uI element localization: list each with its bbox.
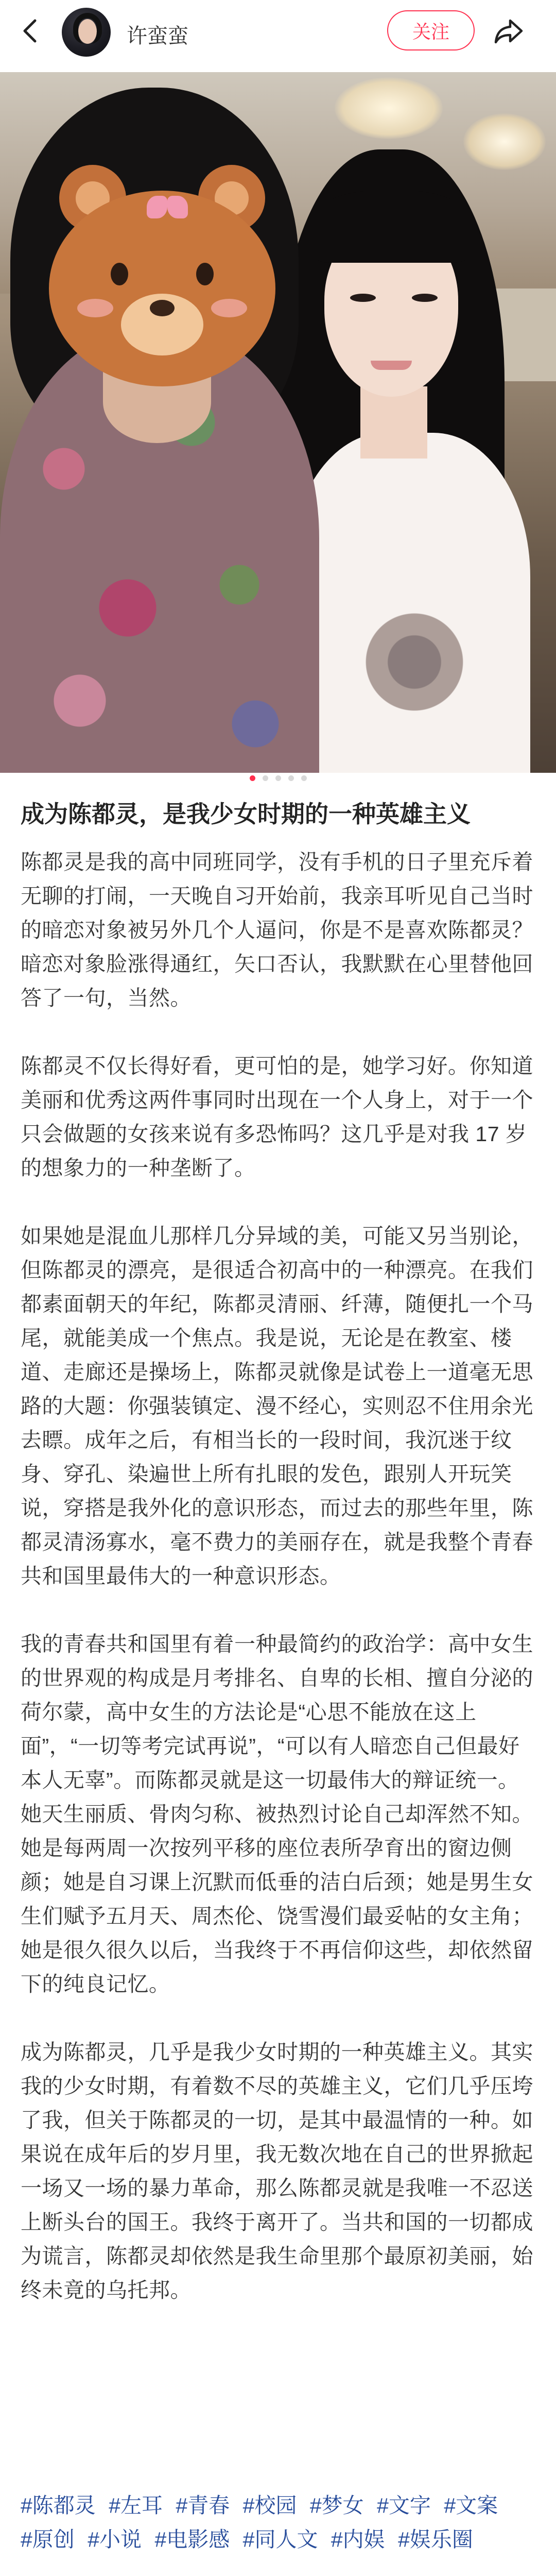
carousel-dot [275,775,281,781]
tag-link[interactable]: #小说 [88,2528,142,2551]
post-paragraph: 如果她是混血儿那样几分异域的美，可能又另当别论，但陈都灵的漂亮，是很适合初高中的一种漂亮。在我们都素面朝天的年纪，陈都灵清丽、纤薄，随便扎一个马尾，就能美成一个焦点。我是说，无论是在教室、楼道、走廊还是操场上，陈都灵就像是试卷上一道毫无思路的大题：你强装镇定、漫不经心，实则忍不住用余光去瞟。成年之后，有相当长的一段时间，我沉迷于纹身、穿孔、染遍世上所有扎眼的发色，跟别人开玩笑说，穿搭是我外化的意识形态，而过去的那些年里，陈都灵清汤寡水，毫不费力的美丽存在，就是我整个青春共和国里最伟大的一种意识形态。 [21,1224,533,1588]
back-arrow-icon[interactable] [15,15,46,46]
follow-button[interactable]: 关注 [387,10,475,50]
tag-link[interactable]: #文字 [377,2494,431,2517]
tag-link[interactable]: #左耳 [109,2494,163,2517]
bear-sticker-icon [49,165,275,386]
top-bar [0,0,556,64]
author-avatar[interactable] [62,8,111,57]
tag-link[interactable]: #内娱 [331,2528,385,2551]
tag-link[interactable]: #梦女 [309,2494,364,2517]
tag-link[interactable]: #电影感 [154,2528,230,2551]
tag-list [21,2488,535,2556]
carousel-dot [288,775,294,781]
post-paragraph: 陈都灵是我的高中同班同学，没有手机的日子里充斥着无聊的打闹，一天晚自习开始前，我亲耳听见自己当时的暗恋对象被另外几个人逼问，你是不是喜欢陈都灵？暗恋对象脸涨得通红，矢口否认，我默默在心里替他回答了一句，当然。 [21,850,533,1010]
share-icon[interactable] [492,14,526,48]
post-paragraph: 成为陈都灵，几乎是我少女时期的一种英雄主义。其实我的少女时期，有着数不尽的英雄主义，它们几乎压垮了我，但关于陈都灵的一切，是其中最温情的一种。如果说在成年后的岁月里，我无数次地在自己的世界掀起一场又一场的暴力革命，那么陈都灵就是我唯一不忍送上断头台的国王。我终于离开了。当共和国的一切都成为谎言，陈都灵却依然是我生命里那个最原初美丽，始终未竟的乌托邦。 [21,2040,533,2302]
tag-link[interactable]: #文案 [444,2494,498,2517]
post-paragraph: 我的青春共和国里有着一种最简约的政治学：高中女生的世界观的构成是月考排名、自卑的长相、擅自分泌的荷尔蒙，高中女生的方法论是“心思不能放在这上面”，“一切等考完试再说”，“可以有人暗恋自己但最好本人无辜”。而陈都灵就是这一切最伟大的辩证统一。她天生丽质、骨肉匀称、被热烈讨论自己却浑然不知。她是每两周一次按列平移的座位表所孕育出的窗边侧颜；她是自习课上沉默而低垂的洁白后颈；她是男生女生们赋予五月天、周杰伦、饶雪漫们最妥帖的女主角；她是很久很久以后，当我终于不再信仰这些，却依然留下的纯良记忆。 [21,1632,533,1996]
carousel-dot [250,775,255,781]
tag-link[interactable]: #陈都灵 [21,2494,96,2517]
tag-link[interactable]: #同人文 [242,2528,318,2551]
carousel-indicator [0,773,556,783]
post-title: 成为陈都灵，是我少女时期的一种英雄主义 [21,801,471,827]
post-paragraph: 陈都灵不仅长得好看，更可怕的是，她学习好。你知道美丽和优秀这两件事同时出现在一个人身上，对于一个只会做题的女孩来说有多恐怖吗？这几乎是对我 17 岁的想象力的一种垄断了。 [21,1054,533,1180]
tag-link[interactable]: #校园 [242,2494,297,2517]
tag-link[interactable]: #原创 [21,2528,75,2551]
author-name[interactable]: 许蛮蛮 [127,25,188,47]
post-photo[interactable] [0,72,556,773]
carousel-dot [301,775,307,781]
post-content [21,845,535,2341]
tag-link[interactable]: #青春 [176,2494,230,2517]
tag-link[interactable]: #娱乐圈 [398,2528,473,2551]
carousel-dot [263,775,268,781]
